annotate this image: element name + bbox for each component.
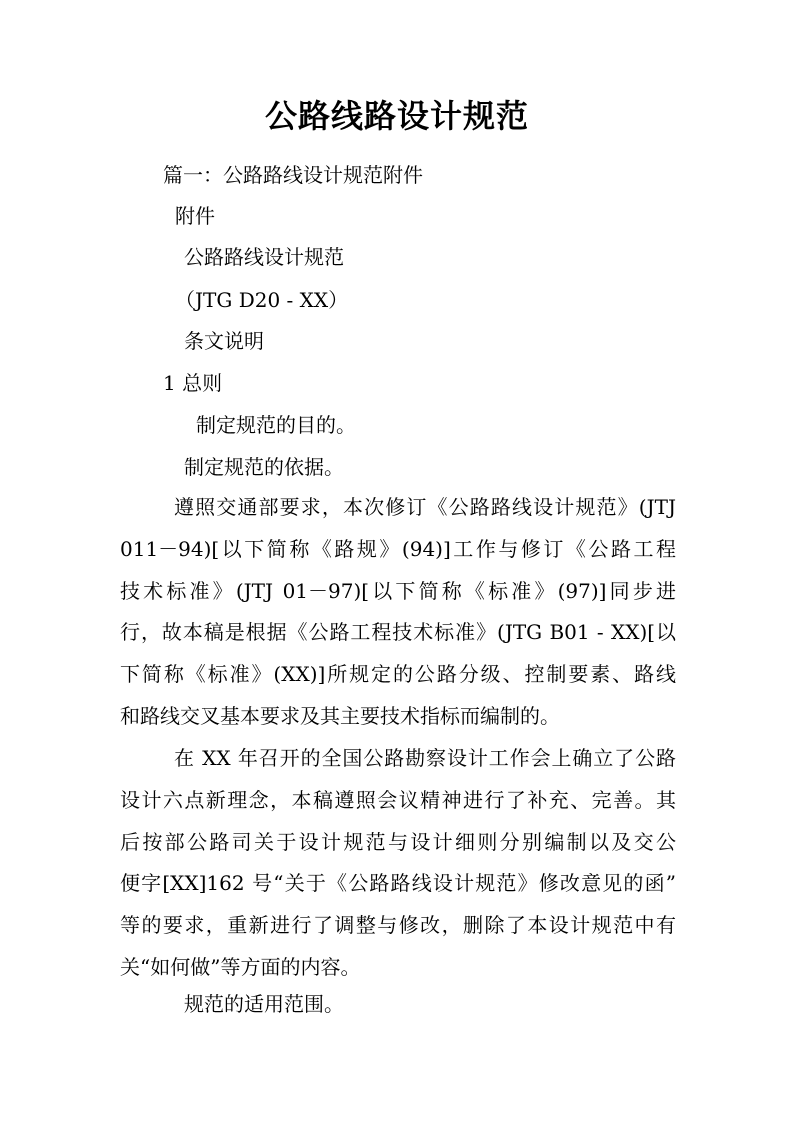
clause-scope: 规范的适用范围。 [184, 992, 344, 1016]
paragraph-line: 和路线交叉基本要求及其主要技术指标而编制的。 [120, 703, 560, 728]
spec-code: （JTG D20 - XX） [175, 288, 349, 312]
section-heading: 篇一：公路路线设计规范附件 [163, 163, 423, 187]
document-title: 公路线路设计规范 [264, 97, 529, 135]
clause-basis: 制定规范的依据。 [184, 455, 344, 479]
attachment-label: 附件 [175, 204, 215, 228]
paragraph-concept-text [120, 738, 676, 989]
chapter-heading: 1 总则 [163, 371, 223, 395]
paragraph-line: 关“如何做”等方面的内容。 [120, 954, 361, 979]
paragraph-line: 011－94)[以下简称《路规》(94)]工作与修订《公路工程 [120, 536, 676, 561]
paragraph-line: 行，故本稿是根据《公路工程技术标准》(JTG B01 - XX)[以 [120, 620, 676, 645]
paragraph-line: 后按部公路司关于设计规范与设计细则分别编制以及交公 [120, 829, 676, 854]
paragraph-line: 等的要求，重新进行了调整与修改，删除了本设计规范中有 [120, 913, 676, 938]
paragraph-line: 设计六点新理念，本稿遵照会议精神进行了补充、完善。其 [120, 787, 676, 812]
clause-explanation-label: 条文说明 [184, 329, 264, 353]
paragraph-basis-text [120, 487, 676, 738]
paragraph-line: 在 XX 年召开的全国公路勘察设计工作会上确立了公路 [174, 746, 676, 770]
clause-purpose: 制定规范的目的。 [196, 413, 356, 437]
spec-name: 公路路线设计规范 [184, 245, 344, 269]
paragraph-line: 下简称《标准》(XX)]所规定的公路分级、控制要素、路线 [120, 662, 676, 687]
paragraph-line: 技术标准》(JTJ 01－97)[以下简称《标准》(97)]同步进 [120, 578, 676, 603]
paragraph-line: 便字[XX]162 号“关于《公路路线设计规范》修改意见的函” [120, 871, 676, 896]
paragraph-line: 遵照交通部要求，本次修订《公路路线设计规范》(JTJ [174, 495, 676, 519]
